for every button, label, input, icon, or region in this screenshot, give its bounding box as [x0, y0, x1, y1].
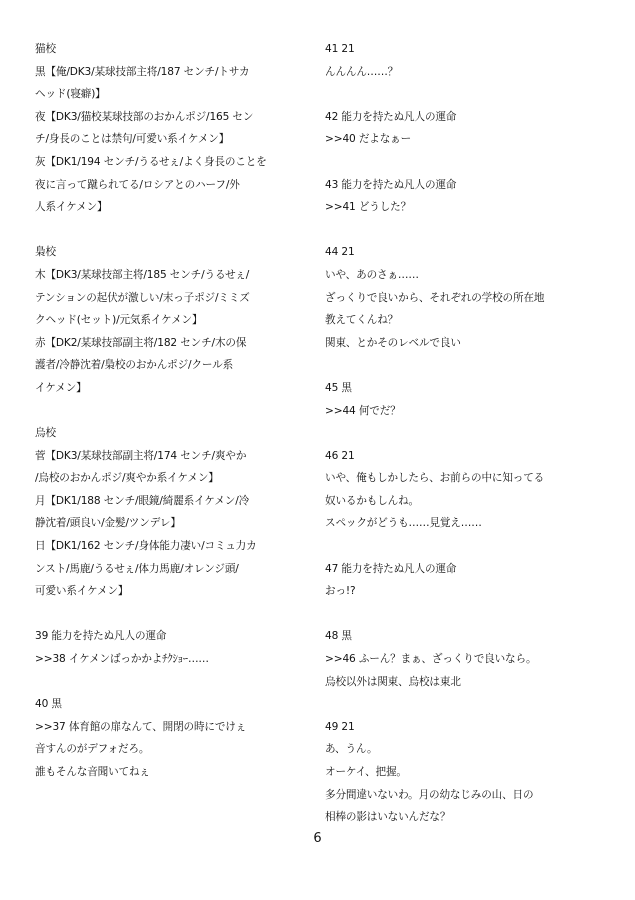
text-line: 多分間違いないわ。月の幼なじみの山、日の — [325, 788, 534, 801]
text-line: 灰【DK1/194 センチ/うるせぇ/よく身長のことを — [35, 155, 267, 168]
blank-line — [325, 83, 595, 106]
text-line: ンスト/馬鹿/うるせぇ/体力馬鹿/オレンジ頭/ — [35, 562, 239, 575]
text-line: >>41 どうした？ — [325, 201, 412, 214]
text-line: 48 黒 — [325, 630, 352, 643]
left-column — [35, 38, 305, 784]
blank-line — [325, 422, 595, 445]
text-line: ヘッド(寝癖)】 — [35, 88, 106, 101]
text-line: 人系イケメン】 — [35, 201, 108, 214]
blank-line — [35, 400, 305, 423]
text-line: 46 21 — [325, 449, 355, 462]
text-line: 可愛い系イケメン】 — [35, 585, 129, 598]
text-line: 護者/冷静沈着/梟校のおかんポジ/クール系 — [35, 359, 234, 372]
blank-line — [325, 219, 595, 242]
text-line: いや、あのさぁ…… — [325, 268, 419, 281]
text-line: 木【DK3/某球技部主将/185 センチ/うるせぇ/ — [35, 268, 250, 281]
text-line: 誰もそんな音聞いてねぇ — [35, 766, 150, 778]
blank-line — [325, 354, 595, 377]
blank-line — [35, 219, 305, 242]
blank-line — [325, 151, 595, 174]
text-line: 猫校 — [35, 43, 56, 55]
page-number: 6 — [313, 831, 322, 846]
text-line: 月【DK1/188 センチ/眼鏡/綺麗系イケメン/冷 — [35, 494, 250, 507]
text-line: >>46 ふーん？まぁ、ざっくりで良いなら。 — [325, 653, 537, 666]
text-line: 43 能力を持たぬ凡人の運命 — [325, 178, 457, 191]
text-line: 45 黒 — [325, 381, 352, 394]
text-line: >>44 何でだ？ — [325, 404, 401, 417]
right-column — [325, 38, 595, 829]
text-line: 烏校 — [35, 427, 56, 440]
text-line: イケメン】 — [35, 381, 87, 394]
text-line: 42 能力を持たぬ凡人の運命 — [325, 110, 457, 123]
text-line: 39 能力を持たぬ凡人の運命 — [35, 630, 167, 643]
text-line: >>37 体育館の扉なんて、開閉の時にでけぇ — [35, 720, 247, 733]
text-line: 奴いるかもしんね。 — [325, 494, 419, 507]
text-line: 菅【DK3/某球技部副主将/174 センチ/爽やか — [35, 449, 247, 462]
text-line: 41 21 — [325, 43, 355, 55]
text-line: 47 能力を持たぬ凡人の運命 — [325, 562, 457, 575]
blank-line — [35, 671, 305, 694]
text-line: 44 21 — [325, 246, 355, 259]
text-line: スペックがどうも……見覚え…… — [325, 517, 482, 530]
text-line: 夜【DK3/猫校某球技部のおかんポジ/165 セン — [35, 110, 254, 123]
text-line: テンションの起伏が激しい/末っ子ポジ/ミミズ — [35, 291, 250, 304]
text-line: 赤【DK2/某球技部副主将/182 センチ/木の保 — [35, 336, 247, 349]
text-line: 日【DK1/162 センチ/身体能力凄い/コミュ力カ — [35, 540, 257, 553]
text-line: 40 黒 — [35, 698, 62, 711]
text-line: 49 21 — [325, 720, 355, 733]
text-line: オーケイ、把握。 — [325, 766, 407, 778]
text-line: チ/身長のことは禁句/可愛い系イケメン】 — [35, 133, 230, 146]
text-line: 相棒の影はいないんだな？ — [325, 811, 451, 824]
text-line: んんんん……？ — [325, 65, 399, 78]
text-line: おっ!? — [325, 585, 356, 598]
text-line: 烏校以外は関東、烏校は東北 — [325, 675, 461, 688]
text-line: /烏校のおかんポジ/爽やか系イケメン】 — [35, 472, 219, 485]
text-line: 音すんのがデフォだろ。 — [35, 743, 150, 756]
text-line: ざっくりで良いから、それぞれの学校の所在地 — [325, 291, 545, 304]
text-line: あ、うん。 — [325, 743, 378, 756]
text-line: 教えてくんね？ — [325, 314, 399, 327]
blank-line — [325, 603, 595, 626]
text-line: クヘッド(セット)/元気系イケメン】 — [35, 314, 203, 327]
text-line: 静沈着/頭良い/金髪/ツンデレ】 — [35, 517, 181, 530]
blank-line — [325, 693, 595, 716]
blank-line — [35, 603, 305, 626]
text-line: >>38 イケメンばっかかよﾁｸｼｮｰ…… — [35, 653, 209, 666]
text-line: >>40 だよなぁー — [325, 133, 412, 146]
text-line: 黒【俺/DK3/某球技部主将/187 センチ/トサカ — [35, 65, 250, 78]
text-line: いや、俺もしかしたら、お前らの中に知ってる — [325, 472, 545, 485]
text-line: 梟校 — [35, 246, 56, 259]
text-line: 夜に言って蹴られてる/ロシアとのハーフ/外 — [35, 178, 240, 191]
blank-line — [325, 535, 595, 558]
text-line: 関東、とかそのレベルで良い — [325, 336, 461, 349]
